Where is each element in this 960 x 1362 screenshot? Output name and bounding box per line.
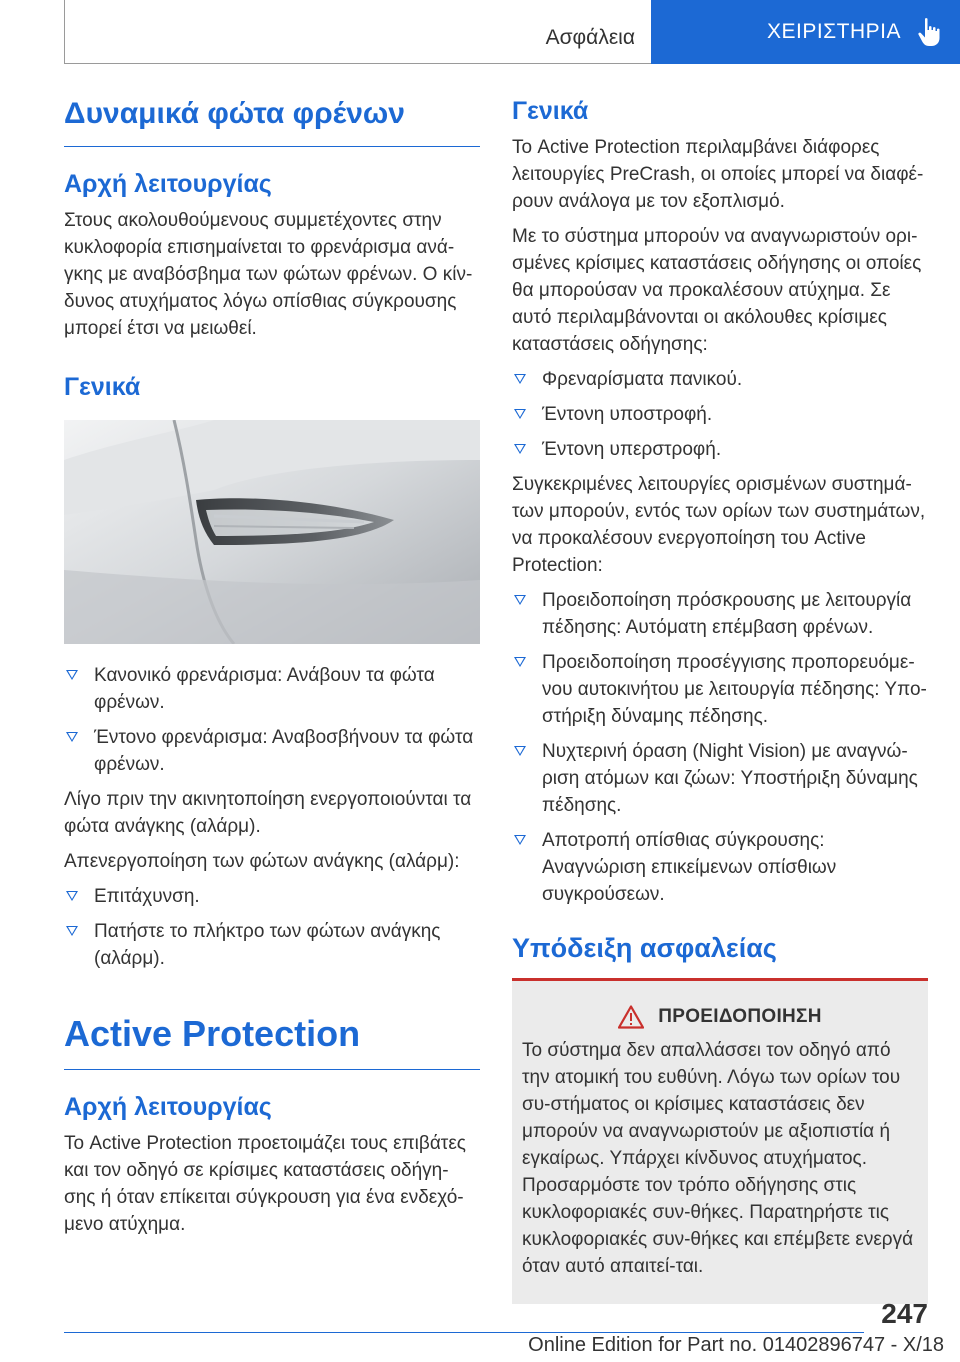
subsection-title-safety: Υπόδειξη ασφαλείας [512, 933, 777, 963]
warning-label: ΠΡΟΕΙΔΟΠΟΙΗΣΗ [658, 1006, 822, 1028]
operation-paragraph: Στους ακολουθούμενους συμμετέχοντες στην κυκλοφορία επισημαίνεται το φρενάρισμα ανά-γκης με αναβόσβημα των φώτων φρένων. Ο κίν-δυνος ατυχήματος λόγω οπίσθιας σύγκρουσης μπορεί έτσι να μειωθεί. [64, 210, 473, 339]
list-item: Αποτροπή οπίσθιας σύγκρουσης: Αναγνώριση επικείμενων οπίσθιων συγκρούσεων. [512, 827, 928, 908]
subsection-title-general: Γενικά [64, 373, 141, 401]
ap-detect-paragraph: Με το σύστημα μπορούν να αναγνωριστούν ορι-σμένες κρίσιμες καταστάσεις οδήγησης οι οποίες θα μπορούσαν να προκαλέσουν ατύχημα. Σε αυτό περιλαμβάνονται οι ακόλουθες κρίσιμες καταστάσεις οδήγησης: [512, 226, 922, 355]
triangle-bullet-icon [66, 670, 78, 680]
triangle-bullet-icon [514, 657, 526, 667]
header-section-area [65, 0, 651, 63]
right-column [512, 96, 928, 1304]
ap-general-paragraph: Το Active Protection περιλαμβάνει διάφορες λειτουργίες PreCrash, οι οποίες μπορεί να διαφέ-ρουν ανάλογα με τον εξοπλισμό. [512, 137, 924, 212]
warning-box [512, 978, 928, 1304]
triangle-bullet-icon [66, 891, 78, 901]
triangle-bullet-icon [514, 374, 526, 384]
warning-text: Το σύστημα δεν απαλλάσσει τον οδηγό από την ατομική του ευθύνη. Λόγω των ορίων του συ-στήματος οι κρίσιμες καταστάσεις δεν μπορούν να αναγνωριστούν με αξιοπιστία ή εγκαίρως. Υπάρχει κίνδυνος ατυχήματος. Προσαρμόστε τον τρόπο οδήγησης στις κυκλοφοριακές συν-θήκες. Παρατηρήστε τις κυκλοφοριακές συν-θήκες και επέμβετε ενεργά όταν αυτό απαιτεί-ται. [522, 1040, 914, 1278]
list-item: Έντονη υπερστροφή. [512, 436, 928, 463]
ap-operation-paragraph: Το Active Protection προετοιμάζει τους επιβάτες και τον οδηγό σε κρίσιμες καταστάσεις οδήγη-σης ή όταν επίκειται σύγκρουση για ένα ενδεχό-μενο ατύχημα. [64, 1133, 466, 1236]
triangle-bullet-icon [514, 835, 526, 845]
triangle-bullet-icon [66, 926, 78, 936]
subsection-title-ap-general: Γενικά [512, 97, 589, 125]
car-tail-light-image [64, 420, 480, 644]
section-title-brake-lights: Δυναμικά φώτα φρένων [64, 96, 480, 147]
list-item: Προειδοποίηση προσέγγισης προπορευόμε-νου αυτοκινήτου με λειτουργία πέδησης: Υπο-στήριξη δύναμης πέδησης. [512, 649, 928, 730]
header-section-title: Ασφάλεια [545, 26, 635, 49]
header-chapter-tab [651, 0, 960, 64]
list-item: Νυχτερινή όραση (Night Vision) με αναγνώ-ριση ατόμων και ζώων: Υποστήριξη δύναμης πέδησης. [512, 738, 928, 819]
page-header [64, 0, 960, 64]
subsection-title-operation: Αρχή λειτουργίας [64, 170, 272, 198]
triangle-bullet-icon [514, 409, 526, 419]
triangle-bullet-icon [514, 595, 526, 605]
list-item: Επιτάχυνση. [64, 883, 480, 910]
deactivate-paragraph: Απενεργοποίηση των φώτων ανάγκης (αλάρμ): [64, 851, 460, 872]
brake-light-photo [64, 420, 480, 644]
ap-systems-paragraph: Συγκεκριμένες λειτουργίες ορισμένων συστημά-των μπορούν, εντός των ορίων των συστημάτων, να προκαλέσουν ενεργοποίηση του Active Protection: [512, 474, 926, 576]
triangle-bullet-icon [66, 732, 78, 742]
situations-bullet-list [512, 366, 928, 463]
systems-bullet-list [512, 587, 928, 908]
triangle-bullet-icon [514, 746, 526, 756]
section-title-active-protection: Active Protection [64, 1012, 480, 1070]
footer-edition: Online Edition for Part no. 01402896747 - X/18 [528, 1334, 944, 1356]
page-number: 247 [881, 1298, 928, 1329]
list-item: Έντονο φρενάρισμα: Αναβοσβήνουν τα φώτα φρένων. [64, 724, 480, 778]
left-column [64, 96, 480, 1246]
list-item: Προειδοποίηση πρόσκρουσης με λειτουργία πέδησης: Αυτόματη επέμβαση φρένων. [512, 587, 928, 641]
list-item: Πατήστε το πλήκτρο των φώτων ανάγκης (αλάρμ). [64, 918, 480, 972]
header-chapter-title: ΧΕΙΡΙΣΤΗΡΙΑ [766, 20, 901, 43]
list-item: Κανονικό φρενάρισμα: Ανάβουν τα φώτα φρένων. [64, 662, 480, 716]
hand-pointer-icon [917, 17, 943, 47]
warning-triangle-icon [618, 1005, 644, 1029]
brake-bullet-list [64, 662, 480, 778]
deactivate-bullet-list [64, 883, 480, 972]
list-item: Έντονη υποστροφή. [512, 401, 928, 428]
warning-header [522, 1005, 918, 1029]
alarm-paragraph: Λίγο πριν την ακινητοποίηση ενεργοποιούνται τα φώτα ανάγκης (αλάρμ). [64, 789, 472, 837]
subsection-title-ap-operation: Αρχή λειτουργίας [64, 1093, 272, 1122]
triangle-bullet-icon [514, 444, 526, 454]
footer-divider [64, 1332, 864, 1333]
list-item: Φρεναρίσματα πανικού. [512, 366, 928, 393]
